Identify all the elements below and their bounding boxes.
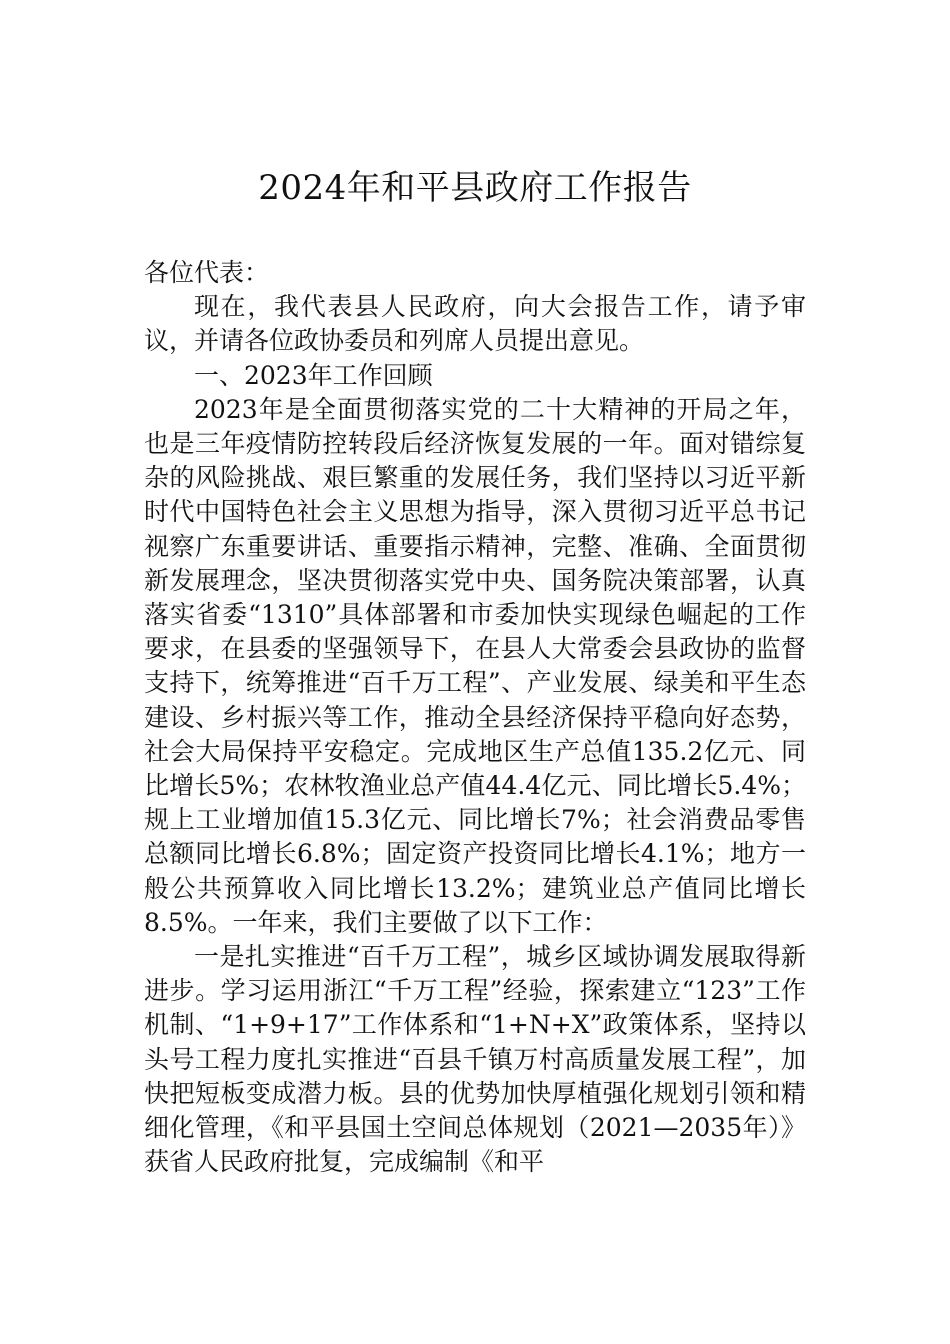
salutation: 各位代表： [144,258,270,287]
paragraph-intro: 现在，我代表县人民政府，向大会报告工作，请予审议，并请各位政协委员和列席人员提出意见。 [144,292,806,356]
paragraph-review: 2023年是全面贯彻落实党的二十大精神的开局之年，也是三年疫情防控转段后经济恢复发展的一年。面对错综复杂的风险挑战、艰巨繁重的发展任务，我们坚持以习近平新时代中国特色社会主义思想为指导，深入贯彻习近平总书记视察广东重要讲话、重要指示精神，完整、准确、全面贯彻新发展理念，坚决贯彻落实党中央、国务院决策部署，认真落实省委“1310”具体部署和市委加快实现绿色崛起的工作要求，在县委的坚强领导下，在县人大常委会县政协的监督支持下，统筹推进“百千万工程”、产业发展、绿美和平生态建设、乡村振兴等工作，推动全县经济保持平稳向好态势，社会大局保持平安稳定。完成地区生产总值135.2亿元、同比增长5%；农林牧渔业总产值44.4亿元、同比增长5.4%；规上工业增加值15.3亿元、同比增长7%；社会消费品零售总额同比增长6.8%；固定资产投资同比增长4.1%；地方一般公共预算收入同比增长13.2%；建筑业总产值同比增长8.5%。一年来，我们主要做了以下工作： [144,394,806,937]
document-title: 2024年和平县政府工作报告 [258,168,692,208]
section-heading: 一、2023年工作回顾 [194,360,433,390]
paragraph-first-point: 一是扎实推进“百千万工程”，城乡区域协调发展取得新进步。学习运用浙江“千万工程”经验，探索建立“123”工作机制、“1+9+17”工作体系和“1+N+X”政策体系，坚持以头号工程力度扎实推进“百县千镇万村高质量发展工程”，加快把短板变成潜力板。县的优势加快厚植强化规划引领和精细化管理，《和平县国土空间总体规划（2021—2035年）》获省人民政府批复，完成编制《和平 [144,942,806,1177]
document-body [144,256,806,1179]
